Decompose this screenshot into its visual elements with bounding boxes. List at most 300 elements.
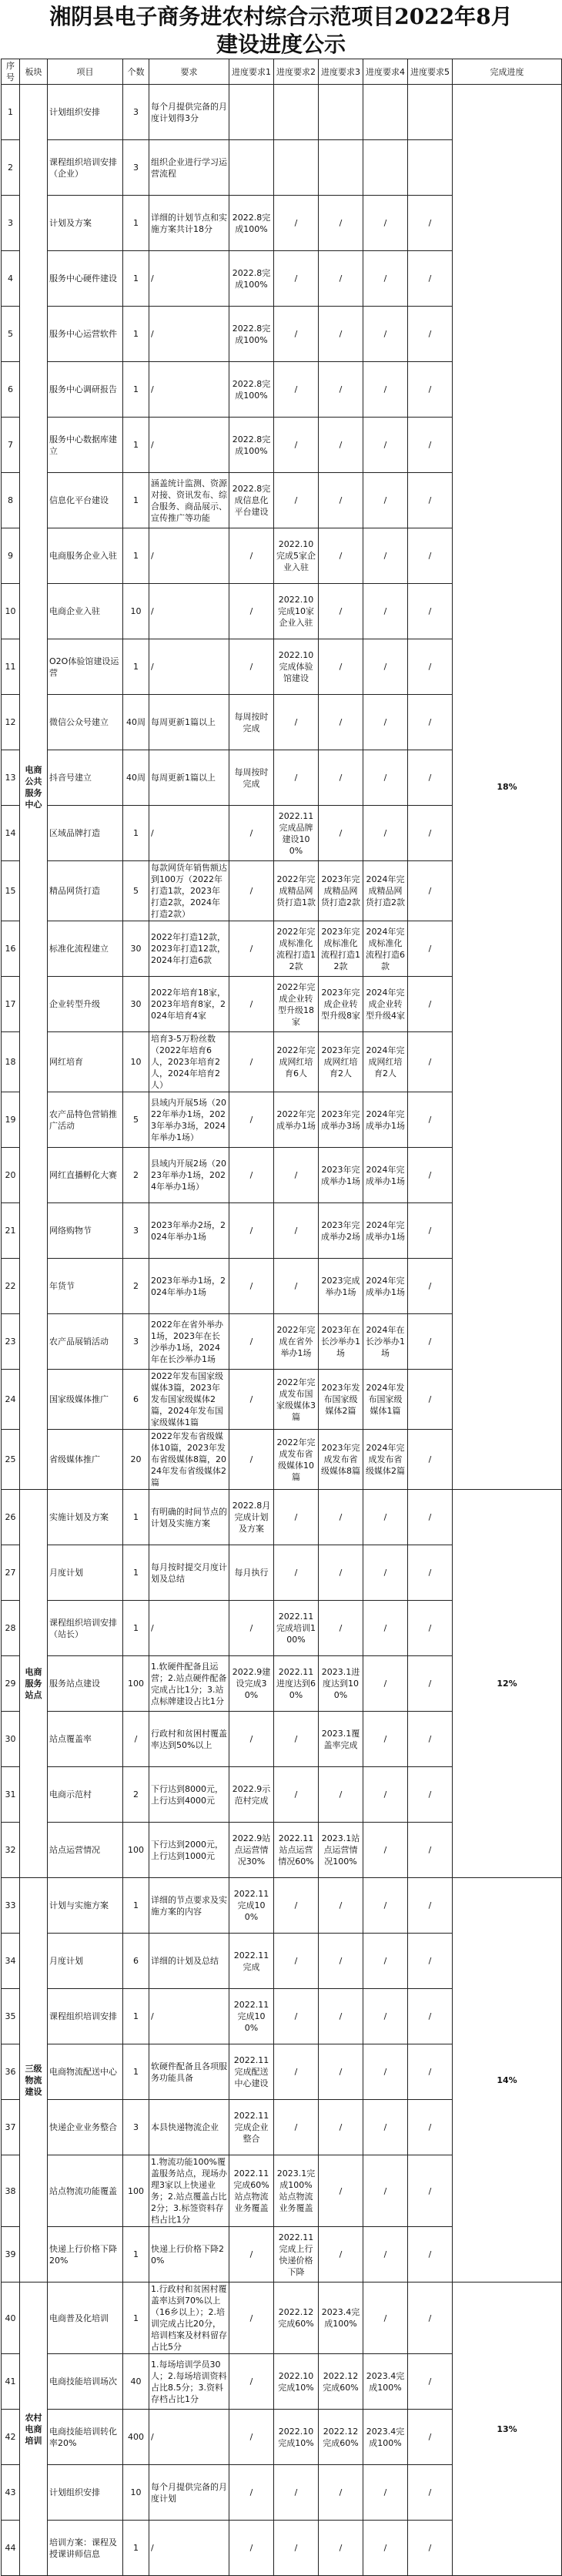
row-number: 1 xyxy=(2,85,20,140)
row-number: 7 xyxy=(2,418,20,473)
row-number: 34 xyxy=(2,1934,20,1989)
count-cell: 30 xyxy=(123,921,149,977)
progress-cell-5: / xyxy=(408,921,453,977)
count-cell: 2 xyxy=(123,1148,149,1203)
progress-cell-3: / xyxy=(319,418,363,473)
progress-cell-5: / xyxy=(408,418,453,473)
item-cell: 省级媒体推广 xyxy=(48,1430,123,1490)
count-cell: 1 xyxy=(123,639,149,695)
progress-cell-4: / xyxy=(363,2227,408,2283)
header-section: 板块 xyxy=(20,59,48,85)
header-item: 项目 xyxy=(48,59,123,85)
progress-cell-3: / xyxy=(319,1934,363,1989)
progress-cell-1: / xyxy=(229,528,274,584)
count-cell: 1 xyxy=(123,362,149,418)
count-cell: 40周 xyxy=(123,695,149,750)
progress-cell-5 xyxy=(408,85,453,140)
row-number: 17 xyxy=(2,977,20,1032)
count-cell: 3 xyxy=(123,1203,149,1259)
count-cell: 1 xyxy=(123,1490,149,1545)
requirement-cell: 行政村和贫困村覆盖率达到50%以上 xyxy=(149,1712,229,1767)
progress-cell-3 xyxy=(319,140,363,196)
progress-cell-4: / xyxy=(363,750,408,806)
row-number: 28 xyxy=(2,1601,20,1656)
progress-table xyxy=(1,59,562,2576)
progress-cell-5: / xyxy=(408,2100,453,2155)
progress-cell-3: 2023完成举办1场 xyxy=(319,1259,363,1314)
progress-cell-3 xyxy=(319,85,363,140)
requirement-cell: 2022年打造12款，2023年打造12款，2024年打造6款 xyxy=(149,921,229,977)
progress-cell-1: / xyxy=(229,1032,274,1092)
progress-cell-2: / xyxy=(274,1203,319,1259)
count-cell: 1 xyxy=(123,473,149,528)
progress-cell-3: / xyxy=(319,750,363,806)
progress-cell-4: / xyxy=(363,584,408,639)
row-number: 39 xyxy=(2,2227,20,2283)
header-progress-5: 进度要求5 xyxy=(408,59,453,85)
count-cell: 40 xyxy=(123,2354,149,2410)
progress-cell-2: / xyxy=(274,2100,319,2155)
row-number: 21 xyxy=(2,1203,20,1259)
progress-cell-2: 2022.10完成体验馆建设 xyxy=(274,639,319,695)
requirement-cell: / xyxy=(149,418,229,473)
progress-cell-1: 2022.11完成企业整合 xyxy=(229,2100,274,2155)
progress-cell-3: 2023年完成精品网货打造2款 xyxy=(319,861,363,921)
progress-cell-2: / xyxy=(274,251,319,307)
progress-cell-2: 2023.1完成100%站点物流业务覆盖 xyxy=(274,2155,319,2227)
requirement-cell: 本县快递物流企业 xyxy=(149,2100,229,2155)
item-cell: 服务中心硬件建设 xyxy=(48,251,123,307)
progress-cell-5: / xyxy=(408,2283,453,2354)
progress-cell-1: / xyxy=(229,1148,274,1203)
progress-cell-1: / xyxy=(229,2227,274,2283)
requirement-cell: 县域内开展5场（2022年举办1场，2023年举办3场，2024年举办1场） xyxy=(149,1092,229,1148)
progress-cell-4: / xyxy=(363,2155,408,2227)
progress-cell-2: / xyxy=(274,1545,319,1601)
count-cell: 30 xyxy=(123,977,149,1032)
item-cell: 实施计划及方案 xyxy=(48,1490,123,1545)
completion-cell: 12% xyxy=(453,1490,562,1878)
row-number: 32 xyxy=(2,1823,20,1878)
progress-cell-1: 2022.8完成100% xyxy=(229,196,274,251)
progress-cell-4: 2024年完成精品网货打造2款 xyxy=(363,861,408,921)
progress-cell-2 xyxy=(274,85,319,140)
completion-cell: 18% xyxy=(453,85,562,1490)
progress-cell-4 xyxy=(363,140,408,196)
progress-cell-2: 2022.10完成10% xyxy=(274,2354,319,2410)
requirement-cell: 快递上行价格下降20% xyxy=(149,2227,229,2283)
progress-cell-4: / xyxy=(363,639,408,695)
progress-cell-5: / xyxy=(408,2354,453,2410)
item-cell: 课程组织培训安排（站长） xyxy=(48,1601,123,1656)
row-number: 19 xyxy=(2,1092,20,1148)
row-number: 23 xyxy=(2,1314,20,1370)
item-cell: 快递企业业务整合 xyxy=(48,2100,123,2155)
progress-cell-5: / xyxy=(408,528,453,584)
completion-cell: 14% xyxy=(453,1878,562,2283)
progress-cell-2: 2022年完成精品网货打造1款 xyxy=(274,861,319,921)
progress-cell-3: / xyxy=(319,639,363,695)
progress-cell-4: / xyxy=(363,2283,408,2354)
requirement-cell: 县域内开展2场（2023年举办1场，2024年举办1场） xyxy=(149,1148,229,1203)
progress-cell-5: / xyxy=(408,2044,453,2100)
count-cell: 1 xyxy=(123,418,149,473)
progress-cell-5: / xyxy=(408,1092,453,1148)
item-cell: 标准化流程建立 xyxy=(48,921,123,977)
count-cell: / xyxy=(123,1712,149,1767)
table-row xyxy=(2,1878,562,1934)
row-number: 24 xyxy=(2,1370,20,1430)
item-cell: 微信公众号建立 xyxy=(48,695,123,750)
requirement-cell: / xyxy=(149,806,229,861)
progress-cell-1: / xyxy=(229,1370,274,1430)
progress-cell-3: 2023年完成标准化流程打造12款 xyxy=(319,921,363,977)
progress-cell-3: 2023年完成举办3场 xyxy=(319,1092,363,1148)
progress-cell-4: / xyxy=(363,307,408,362)
item-cell: 服务中心运营软件 xyxy=(48,307,123,362)
progress-cell-4: / xyxy=(363,2465,408,2521)
row-number: 30 xyxy=(2,1712,20,1767)
progress-cell-5: / xyxy=(408,1712,453,1767)
progress-cell-3: 2023年完成企业转型升级8家 xyxy=(319,977,363,1032)
requirement-cell: 1.软硬件配备且运营；2.站点硬件配备完成占比1分；3.站点标牌建设占比1分 xyxy=(149,1656,229,1712)
progress-cell-4 xyxy=(363,85,408,140)
count-cell: 1 xyxy=(123,806,149,861)
item-cell: 农产品展销活动 xyxy=(48,1314,123,1370)
progress-cell-1: / xyxy=(229,1601,274,1656)
progress-cell-2: / xyxy=(274,750,319,806)
item-cell: 电商技能培训场次 xyxy=(48,2354,123,2410)
requirement-cell: 培育3-5万粉丝数（2022年培育6人，2023年培育2人，2024年培育2人） xyxy=(149,1032,229,1092)
progress-cell-2: / xyxy=(274,2465,319,2521)
progress-cell-5: / xyxy=(408,1989,453,2044)
progress-cell-3: 2023年完成网红培育2人 xyxy=(319,1032,363,1092)
progress-cell-2: 2022.10完成10家企业入驻 xyxy=(274,584,319,639)
progress-cell-2: / xyxy=(274,196,319,251)
progress-cell-4: 2024年完成发布省级媒体2篇 xyxy=(363,1430,408,1490)
progress-cell-5: / xyxy=(408,1430,453,1490)
row-number: 40 xyxy=(2,2283,20,2354)
progress-cell-3: 2023年完成举办1场 xyxy=(319,1148,363,1203)
progress-cell-2: / xyxy=(274,473,319,528)
progress-cell-4: 2024年在长沙举办1场 xyxy=(363,1314,408,1370)
title-line-1: 湘阴县电子商务进农村综合示范项目2022年8月 xyxy=(49,4,513,29)
requirement-cell: 每个月提供完备的月度计划 xyxy=(149,2465,229,2521)
progress-cell-5: / xyxy=(408,806,453,861)
progress-cell-1: / xyxy=(229,806,274,861)
progress-cell-3: 2023年完成发布省级媒体8篇 xyxy=(319,1430,363,1490)
progress-cell-4: / xyxy=(363,2521,408,2576)
progress-cell-3: / xyxy=(319,2227,363,2283)
item-cell: 企业转型升级 xyxy=(48,977,123,1032)
count-cell: 3 xyxy=(123,2100,149,2155)
progress-cell-2 xyxy=(274,140,319,196)
progress-cell-5: / xyxy=(408,2227,453,2283)
progress-cell-3: / xyxy=(319,1490,363,1545)
row-number: 20 xyxy=(2,1148,20,1203)
progress-cell-2: 2022年完成发布省级媒体10篇 xyxy=(274,1430,319,1490)
progress-cell-1: 2022.9站点运营情况30% xyxy=(229,1823,274,1878)
header-progress-2: 进度要求2 xyxy=(274,59,319,85)
progress-cell-3: / xyxy=(319,2155,363,2227)
progress-cell-1: 2022.8完成100% xyxy=(229,307,274,362)
item-cell: 服务中心数据库建立 xyxy=(48,418,123,473)
progress-cell-3: / xyxy=(319,584,363,639)
table-row xyxy=(2,85,562,140)
item-cell: 年货节 xyxy=(48,1259,123,1314)
item-cell: 计划组织安排 xyxy=(48,85,123,140)
row-number: 2 xyxy=(2,140,20,196)
item-cell: 精品网货打造 xyxy=(48,861,123,921)
item-cell: 网络购物节 xyxy=(48,1203,123,1259)
progress-cell-3: / xyxy=(319,473,363,528)
requirement-cell: 每个月提供完备的月度计划得3分 xyxy=(149,85,229,140)
header-row xyxy=(2,59,562,85)
requirement-cell: / xyxy=(149,584,229,639)
requirement-cell: / xyxy=(149,528,229,584)
progress-cell-2: / xyxy=(274,1148,319,1203)
progress-cell-4: / xyxy=(363,1601,408,1656)
progress-cell-5: / xyxy=(408,2155,453,2227)
row-number: 31 xyxy=(2,1767,20,1823)
progress-cell-5: / xyxy=(408,1148,453,1203)
item-cell: 站点运营情况 xyxy=(48,1823,123,1878)
progress-cell-5: / xyxy=(408,1545,453,1601)
progress-cell-3: / xyxy=(319,2100,363,2155)
count-cell: 2 xyxy=(123,1259,149,1314)
row-number: 6 xyxy=(2,362,20,418)
progress-cell-5: / xyxy=(408,196,453,251)
requirement-cell: 1.每场培训学员30人；2.每场培训资料占比8.5分；3.资料存档占比1分 xyxy=(149,2354,229,2410)
progress-cell-4: / xyxy=(363,1934,408,1989)
item-cell: 区域品牌打造 xyxy=(48,806,123,861)
progress-cell-5: / xyxy=(408,1823,453,1878)
requirement-cell: 每周更新1篇以上 xyxy=(149,695,229,750)
progress-cell-3: / xyxy=(319,1601,363,1656)
progress-cell-1: / xyxy=(229,2521,274,2576)
row-number: 10 xyxy=(2,584,20,639)
count-cell: 1 xyxy=(123,1878,149,1934)
item-cell: 电商物流配送中心 xyxy=(48,2044,123,2100)
header-progress-1: 进度要求1 xyxy=(229,59,274,85)
progress-cell-4: / xyxy=(363,251,408,307)
progress-cell-3: / xyxy=(319,695,363,750)
header-no: 序号 xyxy=(2,59,20,85)
progress-cell-4: 2024年完成举办1场 xyxy=(363,1203,408,1259)
progress-cell-3: / xyxy=(319,1878,363,1934)
requirement-cell: 下行达到2000元，上行达到1000元 xyxy=(149,1823,229,1878)
progress-cell-3: 2023.1进度达到100% xyxy=(319,1656,363,1712)
progress-cell-3: / xyxy=(319,2044,363,2100)
item-cell: 电商示范村 xyxy=(48,1767,123,1823)
progress-cell-2: 2022年完成发布国家级媒体3篇 xyxy=(274,1370,319,1430)
progress-cell-5: / xyxy=(408,977,453,1032)
count-cell: 1 xyxy=(123,1601,149,1656)
progress-cell-1: / xyxy=(229,1314,274,1370)
item-cell: 站点覆盖率 xyxy=(48,1712,123,1767)
requirement-cell: 每款网货年销售额达到100万（2022年打造1款，2023年打造2款，2024年打造2款） xyxy=(149,861,229,921)
progress-cell-1: 每周按时完成 xyxy=(229,750,274,806)
progress-cell-2: 2022.11完成上行快递价格下降 xyxy=(274,2227,319,2283)
progress-cell-1: 2022.8完成100% xyxy=(229,362,274,418)
progress-cell-5: / xyxy=(408,639,453,695)
progress-cell-2: 2022年完成举办1场 xyxy=(274,1092,319,1148)
progress-cell-4: / xyxy=(363,1712,408,1767)
progress-cell-1: 2022.11完成100% xyxy=(229,1989,274,2044)
header-requirement: 要求 xyxy=(149,59,229,85)
progress-cell-5: / xyxy=(408,1032,453,1092)
row-number: 29 xyxy=(2,1656,20,1712)
row-number: 42 xyxy=(2,2410,20,2465)
progress-cell-2: / xyxy=(274,1934,319,1989)
progress-cell-3: 2023年在长沙举办1场 xyxy=(319,1314,363,1370)
row-number: 25 xyxy=(2,1430,20,1490)
progress-cell-4: / xyxy=(363,2100,408,2155)
progress-cell-2: 2022年完成网红培育6人 xyxy=(274,1032,319,1092)
requirement-cell: 2022年培育18家，2023年培育8家，2024年培育4家 xyxy=(149,977,229,1032)
row-number: 36 xyxy=(2,2044,20,2100)
count-cell: 20 xyxy=(123,1430,149,1490)
progress-cell-4: / xyxy=(363,1823,408,1878)
progress-cell-5: / xyxy=(408,1878,453,1934)
progress-cell-5: / xyxy=(408,2410,453,2465)
requirement-cell: 2022年在省外举办1场，2023年在长沙举办1场，2024年在长沙举办1场 xyxy=(149,1314,229,1370)
progress-cell-2: 2022.11站点运营情况60% xyxy=(274,1823,319,1878)
section-name: 电商服务站点 xyxy=(20,1490,48,1878)
progress-cell-5: / xyxy=(408,307,453,362)
count-cell: 400 xyxy=(123,2410,149,2465)
item-cell: 月度计划 xyxy=(48,1545,123,1601)
count-cell: 1 xyxy=(123,528,149,584)
progress-cell-1: / xyxy=(229,2283,274,2354)
item-cell: 服务中心调研报告 xyxy=(48,362,123,418)
count-cell: 3 xyxy=(123,85,149,140)
progress-cell-4: / xyxy=(363,1767,408,1823)
progress-cell-2: 2022.11完成品牌建设100% xyxy=(274,806,319,861)
progress-cell-1: 2022.8完成100% xyxy=(229,418,274,473)
item-cell: 课程组织培训安排（企业） xyxy=(48,140,123,196)
progress-cell-1: 2022.8完成100% xyxy=(229,251,274,307)
progress-cell-1: / xyxy=(229,2410,274,2465)
progress-cell-3: / xyxy=(319,307,363,362)
progress-cell-1: / xyxy=(229,921,274,977)
row-number: 38 xyxy=(2,2155,20,2227)
item-cell: 农产品特色营销推广活动 xyxy=(48,1092,123,1148)
requirement-cell: 下行达到8000元，上行达到4000元 xyxy=(149,1767,229,1823)
progress-cell-5: / xyxy=(408,1259,453,1314)
progress-cell-5: / xyxy=(408,695,453,750)
progress-cell-1: 每月执行 xyxy=(229,1545,274,1601)
row-number: 27 xyxy=(2,1545,20,1601)
count-cell: 100 xyxy=(123,1823,149,1878)
progress-cell-1: / xyxy=(229,1092,274,1148)
item-cell: 月度计划 xyxy=(48,1934,123,1989)
progress-cell-1: 2022.11完成 xyxy=(229,1934,274,1989)
progress-cell-4: 2024年发布国家级媒体1篇 xyxy=(363,1370,408,1430)
section-name: 农村电商培训 xyxy=(20,2283,48,2576)
progress-cell-1: / xyxy=(229,1259,274,1314)
item-cell: 信息化平台建设 xyxy=(48,473,123,528)
requirement-cell: / xyxy=(149,1601,229,1656)
table-row xyxy=(2,1490,562,1545)
progress-cell-1: / xyxy=(229,584,274,639)
row-number: 44 xyxy=(2,2521,20,2576)
progress-cell-5: / xyxy=(408,1601,453,1656)
count-cell: 40周 xyxy=(123,750,149,806)
progress-cell-2: / xyxy=(274,2044,319,2100)
requirement-cell: 每周更新1篇以上 xyxy=(149,750,229,806)
progress-cell-1: 2022.8完成信息化平台建设 xyxy=(229,473,274,528)
progress-cell-2: 2022年完成在省外举办1场 xyxy=(274,1314,319,1370)
progress-cell-2: / xyxy=(274,1878,319,1934)
progress-cell-1: / xyxy=(229,1712,274,1767)
item-cell: O2O体验馆建设运营 xyxy=(48,639,123,695)
item-cell: 电商普及化培训 xyxy=(48,2283,123,2354)
progress-cell-2: / xyxy=(274,1767,319,1823)
progress-cell-4: 2023.4完成100% xyxy=(363,2410,408,2465)
progress-cell-5: / xyxy=(408,1656,453,1712)
progress-cell-5: / xyxy=(408,2521,453,2576)
progress-cell-1: / xyxy=(229,861,274,921)
progress-cell-5 xyxy=(408,140,453,196)
row-number: 33 xyxy=(2,1878,20,1934)
header-count: 个数 xyxy=(123,59,149,85)
requirement-cell: 有明确的时间节点的计划及实施方案 xyxy=(149,1490,229,1545)
row-number: 43 xyxy=(2,2465,20,2521)
requirement-cell: 详细的计划节点和实施方案共计18分 xyxy=(149,196,229,251)
count-cell: 10 xyxy=(123,584,149,639)
progress-cell-4: 2024年完成网红培育2人 xyxy=(363,1032,408,1092)
progress-cell-3: / xyxy=(319,2521,363,2576)
requirement-cell: 涵盖统计监测、资源对接、资讯发布、综合服务、商品展示、宣传推广等功能 xyxy=(149,473,229,528)
progress-cell-2: / xyxy=(274,2521,319,2576)
progress-cell-4: 2024年完成举办1场 xyxy=(363,1259,408,1314)
progress-cell-4: 2024年完成标准化流程打造6款 xyxy=(363,921,408,977)
progress-cell-5: / xyxy=(408,1203,453,1259)
item-cell: 电商服务企业入驻 xyxy=(48,528,123,584)
progress-cell-4: / xyxy=(363,1490,408,1545)
item-cell: 国家级媒体推广 xyxy=(48,1370,123,1430)
progress-cell-3: / xyxy=(319,806,363,861)
progress-cell-1: / xyxy=(229,2354,274,2410)
item-cell: 电商企业入驻 xyxy=(48,584,123,639)
progress-cell-4: 2024年完成举办1场 xyxy=(363,1092,408,1148)
progress-cell-2: / xyxy=(274,307,319,362)
requirement-cell: / xyxy=(149,2521,229,2576)
progress-cell-4: / xyxy=(363,806,408,861)
row-number: 22 xyxy=(2,1259,20,1314)
progress-cell-4: 2024年完成举办1场 xyxy=(363,1148,408,1203)
row-number: 12 xyxy=(2,695,20,750)
progress-cell-1: / xyxy=(229,1203,274,1259)
row-number: 26 xyxy=(2,1490,20,1545)
progress-cell-3: 2023年完成举办2场 xyxy=(319,1203,363,1259)
count-cell: 1 xyxy=(123,196,149,251)
item-cell: 计划及方案 xyxy=(48,196,123,251)
item-cell: 培训方案：课程及授课讲师信息 xyxy=(48,2521,123,2576)
row-number: 35 xyxy=(2,1989,20,2044)
requirement-cell: / xyxy=(149,1989,229,2044)
progress-cell-3: 2023年发布国家级媒体2篇 xyxy=(319,1370,363,1430)
count-cell: 1 xyxy=(123,2044,149,2100)
progress-cell-3: / xyxy=(319,362,363,418)
row-number: 5 xyxy=(2,307,20,362)
progress-cell-4: / xyxy=(363,1989,408,2044)
progress-cell-2: 2022.12完成60% xyxy=(274,2283,319,2354)
progress-cell-3: / xyxy=(319,251,363,307)
progress-cell-2: 2022年完成标准化流程打造12款 xyxy=(274,921,319,977)
header-progress-3: 进度要求3 xyxy=(319,59,363,85)
